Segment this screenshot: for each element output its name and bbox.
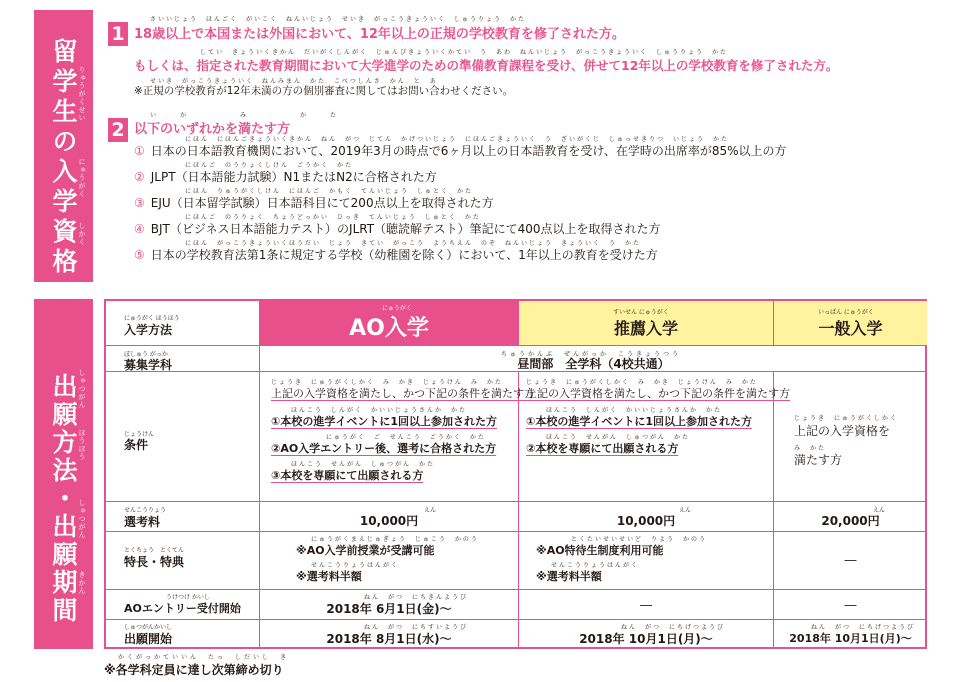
condition-text: 日本の日本語教育機関において、2019年3月の時点で6ヶ月以上の日本語教育を受け、在学時の出席率が85%以上の方 <box>150 144 787 158</box>
item2-heading-ruby: いか み かた <box>150 112 361 119</box>
footnote: ※各学科定員に達し次第締め切り <box>104 663 284 677</box>
condition-number: ⑤ <box>134 248 145 262</box>
rec-cond-ruby-1: ほんこう しんがく かいいじょうさんか かた <box>546 407 723 414</box>
item-number-2: 2 <box>108 118 128 142</box>
item1-note: ※正規の学校教育が12年未満の方の個別審査に関してはお問い合わせください。 <box>134 85 514 97</box>
application-band <box>34 299 93 649</box>
dept-value: 昼間部 全学科（4校共通） <box>517 357 670 371</box>
col-gen-label: 一般入学 <box>818 319 883 338</box>
gen-start-ruby: ねん がつ にちげつようび <box>811 624 916 631</box>
rec-fee: 10,000円 <box>616 514 676 528</box>
ao-cond-ruby-3: ほんこう せんがん しゅつがん かた <box>291 461 436 468</box>
condition-item <box>134 220 660 237</box>
item2-heading: 以下のいずれかを満たす方 <box>134 122 291 137</box>
col-gen-ruby: いっぱん にゅうがく <box>818 309 874 316</box>
ao-entry-ruby: ねん がつ にちきんようび <box>364 594 469 601</box>
col-ao-label: AO入学 <box>349 316 429 341</box>
band-ruby-2: にゅうがく <box>78 158 86 198</box>
row-start-ruby: しゅつがんかいし <box>124 624 173 631</box>
row-aoentry-ruby: うけつけ かいし <box>166 594 210 601</box>
rec-cond-1: ①本校の進学イベントに1回以上参加された方 <box>526 415 752 428</box>
row-fee-ruby: せんこうりょう <box>124 507 167 514</box>
ao-fee: 10,000円 <box>359 514 419 528</box>
condition-ruby: にほんご のうりょく ちょうどっかい ひっき てんいじょう しゅとく かた <box>185 214 481 221</box>
app-band-ruby-2: ほうほう <box>78 429 86 461</box>
condition-number: ① <box>134 144 145 158</box>
condition-text: EJU（日本留学試験）日本語科目にて200点以上を取得された方 <box>150 196 494 210</box>
condition-item <box>134 194 494 211</box>
ao-benefit-1: ※選考料半額 <box>296 570 362 583</box>
gen-cond-1: 満たす方 <box>794 453 843 467</box>
condition-item <box>134 142 787 159</box>
row-fee-label: 選考料 <box>124 515 161 529</box>
condition-text: 日本の学校教育法第1条に規定する学校（幼稚園を除く）において、1年以上の教育を受けた方 <box>150 248 658 262</box>
gen-cond-0: 上記の入学資格を <box>794 424 891 438</box>
qualification-band-title: 留学生の入学資格 <box>49 38 78 278</box>
ao-cond-ruby-2: にゅうがく ご せんこう ごうかく かた <box>326 434 486 441</box>
rec-benefit-ruby-0: とくたいせいせいど りよう かのう <box>571 536 708 543</box>
ao-entry-date: 2018年 6月1日(金)～ <box>326 602 452 616</box>
rec-fee-ruby: えん <box>679 507 692 514</box>
condition-number: ④ <box>134 222 145 236</box>
condition-item <box>134 168 437 185</box>
ao-start-date: 2018年 8月1日(水)～ <box>326 632 452 646</box>
gen-entry: ― <box>844 598 857 612</box>
ao-cond-ruby-0: じょうき にゅうがくしかく み かき じょうけん み かた <box>271 379 503 386</box>
item-number-1: 1 <box>108 22 128 46</box>
condition-text: JLPT（日本語能力試験）N1またはN2に合格された方 <box>150 170 437 184</box>
band-ruby-3: しかく <box>78 222 86 246</box>
ao-cond-2: ②AO入学エントリー後、選考に合格された方 <box>271 442 497 455</box>
application-table <box>104 299 927 649</box>
row-start-label: 出願開始 <box>124 632 173 646</box>
item1-note-ruby: せいき がっこうきょういく ねんみまん かた こべつしんさ かん と あ <box>150 78 438 85</box>
app-band-ruby-3: しゅつがん <box>78 499 86 539</box>
rec-benefit-0: ※AO特待生制度利用可能 <box>536 544 664 557</box>
item1-line1-ruby: さいいじょう ほんごく がいこく ねんいじょう せいき がっこうきょういく しゅうりょう かた <box>150 16 527 23</box>
row-aoentry-label: AOエントリー受付開始 <box>124 602 241 615</box>
gen-cond-ruby-0: じょうき にゅうがくしかく <box>794 415 898 422</box>
row-benefit-ruby: とくちょう とくてん <box>124 547 185 554</box>
row-cond-label: 条件 <box>124 438 149 452</box>
ao-cond-1: ①本校の進学イベントに1回以上参加された方 <box>271 415 497 428</box>
condition-ruby: にほん がっこうきょういくほうだい じょう きてい がっこう ようちえん のぞ ねんいじょう きょういく う かた <box>185 240 642 247</box>
ao-cond-3: ③本校を専願にて出願される方 <box>271 469 424 482</box>
rec-start-date: 2018年 10月1日(月)～ <box>579 632 713 646</box>
gen-fee: 20,000円 <box>821 514 880 528</box>
condition-number: ② <box>134 170 145 184</box>
gen-cond-ruby-1: み かた <box>794 445 827 452</box>
condition-ruby: にほん りゅうがくしけん にほんご かもく てんいじょう しゅとく かた <box>185 188 474 195</box>
rec-start-ruby: ねん がつ にちげつようび <box>621 624 726 631</box>
rec-benefit-1: ※選考料半額 <box>536 570 602 583</box>
condition-ruby: にほんご のうりょくしけん ごうかく かた <box>185 162 354 169</box>
ao-benefit-0: ※AO入学前授業が受講可能 <box>296 544 435 557</box>
item1-line2-ruby: してい きょういくきかん だいがくしんがく じゅんびきょういくかてい う あわ ねんいじょう がっこうきょういく しゅうりょう かた <box>200 49 729 56</box>
rec-benefit-ruby-1: せんこうりょうはんがく <box>551 562 640 569</box>
item1-line2: もしくは、指定された教育期間において大学進学のための準備教育課程を受け、併せて12年以上の学校教育を修了された方。 <box>134 58 839 73</box>
ao-benefit-ruby-1: せんこうりょうはんがく <box>311 562 400 569</box>
item1-line1: 18歳以上で本国または外国において、12年以上の正規の学校教育を修了された方。 <box>134 27 625 42</box>
gen-benefit: ― <box>844 553 857 567</box>
gen-start-date: 2018年 10月1日(月)～ <box>789 632 912 645</box>
ao-start-ruby: ねん がつ にちすいようび <box>364 624 469 631</box>
footnote-ruby: かくがっかていいん たっ しだいし き <box>118 654 290 661</box>
app-band-ruby-4: きかん <box>78 571 86 595</box>
gen-fee-ruby: えん <box>873 507 886 514</box>
rec-cond-ruby-0: じょうき にゅうがくしかく み かき じょうけん み かた <box>526 379 758 386</box>
ao-cond-0: 上記の入学資格を満たし、かつ下記の条件を満たす方 <box>271 387 535 400</box>
rec-cond-2: ②本校を専願にて出願される方 <box>526 442 679 455</box>
row-benefit-label: 特長・特典 <box>124 555 185 569</box>
row-dept-ruby: ぼしゅう がっか <box>124 351 168 358</box>
rec-cond-0: 上記の入学資格を満たし、かつ下記の条件を満たす方 <box>526 387 790 400</box>
ao-fee-ruby: えん <box>424 507 437 514</box>
col-method-label: 入学方法 <box>124 323 173 337</box>
col-rec-ruby: すいせん にゅうがく <box>613 309 669 316</box>
col-method-ruby: にゅうがく ほうほう <box>124 315 180 322</box>
col-rec-label: 推薦入学 <box>613 319 678 338</box>
ao-cond-ruby-1: ほんこう しんがく かいいじょうさんか かた <box>291 407 468 414</box>
condition-item <box>134 246 658 263</box>
col-ao-ruby: にゅうがく <box>382 305 412 312</box>
condition-ruby: にほん にほんごきょういくきかん ねん がつ じてん かげついじょう にほんごきょういく う ざいがくじ しゅっせきりつ いじょう かた <box>185 136 730 143</box>
app-band-ruby-1: しゅつがん <box>78 369 86 409</box>
condition-number: ③ <box>134 196 145 210</box>
band-ruby-1: りゅうがくせい <box>78 66 86 122</box>
ao-benefit-ruby-0: にゅうがくまえじゅぎょう じゅこう かのう <box>311 536 479 543</box>
qualification-band <box>34 10 93 282</box>
rec-cond-ruby-2: ほんこう せんがん しゅつがん かた <box>546 434 691 441</box>
condition-text: BJT（ビジネス日本語能力テスト）のJLRT（聴読解テスト）筆記にて400点以上を取得された方 <box>150 222 661 236</box>
application-band-title: 出願方法・出願期間 <box>49 373 78 625</box>
row-dept-label: 募集学科 <box>124 358 173 372</box>
rec-entry: ― <box>640 598 652 612</box>
row-cond-ruby: じょうけん <box>124 431 155 438</box>
dept-value-ruby: ちゅうかんぶ ぜんがっか こうきょうつう <box>501 351 682 358</box>
